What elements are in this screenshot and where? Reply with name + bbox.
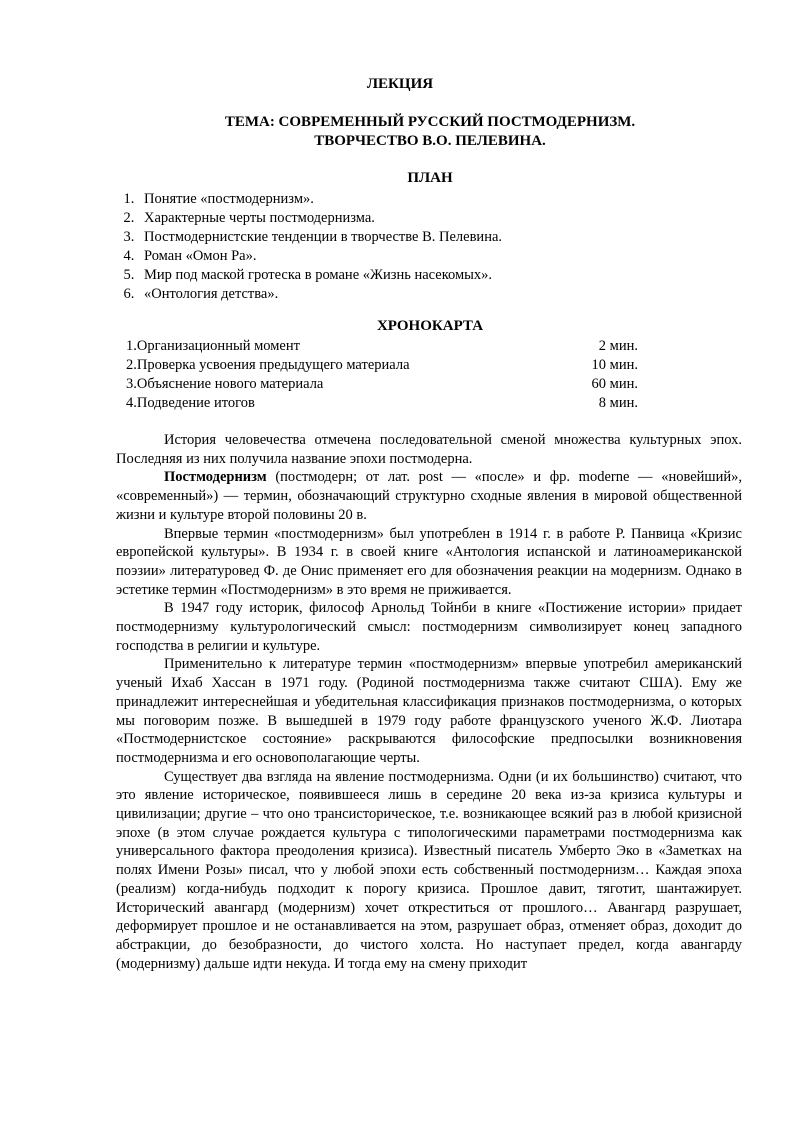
chronocard-label: 3.Объяснение нового материала [126,376,324,392]
chronocard-row [126,394,638,413]
chronocard-time: 60 мин. [591,376,638,392]
body-paragraph: В 1947 году историк, философ Арнольд Тойнби в книге «Постижение истории» придает постмодернизму культурологический смысл: постмодернизм символизирует конец западного господства в религии и культуре. [116,600,742,654]
plan-heading: ПЛАН [407,170,453,186]
chronocard-time: 10 мин. [591,357,638,373]
chronocard-label: 1.Организационный момент [126,338,300,354]
chronocard-time: 8 мин. [598,395,638,411]
chronocard-label: 4.Подведение итогов [126,395,255,411]
topic-line-2: ТВОРЧЕСТВО В.О. ПЕЛЕВИНА. [314,133,546,149]
topic-heading [0,113,800,151]
plan-item: 1. Понятие «постмодернизм». [138,190,502,209]
body-paragraph: Применительно к литературе термин «постмодернизм» впервые употребил американский ученый Ихаб Хассан в 1971 году. (Родиной постмодернизма также считают США). Ему же принадлежит интереснейшая и убедительная классификация признаков постмодернизма, о которых мы поговорим позже. В вышедшей в 1979 году работе французского ученого Ж.Ф. Лиотара «Постмодернистское состояние» раскрываются философские предпосылки возникновения постмодернизма и его основополагающие черты. [116,656,742,766]
chronocard-heading: ХРОНОКАРТА [376,318,484,334]
chronocard-row [126,337,638,356]
body-paragraph [116,468,742,524]
plan-item: 4. Роман «Омон Ра». [138,247,502,266]
topic-line-1: ТЕМА: СОВРЕМЕННЫЙ РУССКИЙ ПОСТМОДЕРНИЗМ. [224,114,636,130]
body-paragraph: Впервые термин «постмодернизм» был употреблен в 1914 г. в работе Р. Панвица «Кризис европейской культуры». В 1934 г. в своей книге «Антология испанской и латиноамериканской поэзии» литературовед Ф. де Онис применяет его для обозначения реакции на модернизм. Однако в эстетике термин «Постмодернизм» в это время не приживается. [116,525,742,598]
plan-list [112,190,502,304]
lecture-body [116,431,742,973]
lecture-heading: ЛЕКЦИЯ [366,76,434,92]
definition-text: (постмодерн; от лат. post — «после» и фр. moderne — «новейший», «современный») — термин, обозначающий структурно сходные явления в мировой общественной жизни и культуре второй половины 20 в. [116,469,742,523]
chronocard-label: 2.Проверка усвоения предыдущего материала [126,357,410,373]
plan-item: 5. Мир под маской гротеска в романе «Жизнь насекомых». [138,266,502,285]
chronocard-table [126,337,638,413]
plan-item: 6. «Онтология детства». [138,285,502,304]
chronocard-row [126,375,638,394]
plan-item: 2. Характерные черты постмодернизма. [138,209,502,228]
plan-item: 3. Постмодернистские тенденции в творчестве В. Пелевина. [138,228,502,247]
body-paragraph: История человечества отмечена последовательной сменой множества культурных эпох. Последняя из них получила название эпохи постмодерна. [116,432,742,467]
term-postmodernism: Постмодернизм [164,469,267,486]
chronocard-row [126,356,638,375]
chronocard-time: 2 мин. [598,338,638,354]
body-paragraph: Существует два взгляда на явление постмодернизма. Одни (и их большинство) считают, что это явление историческое, появившееся лишь в середине 20 века из-за кризиса культуры и цивилизации; другие – что оно трансисторическое, т.е. возникающее всякий раз в любой кризисной эпохе (в этом случае рождается культура с типологическими параметрами постмодернизма как универсального фактора преодоления кризиса). Известный писатель Умберто Эко в «Заметках на полях Имени Розы» писал, что у любой эпохи есть собственный постмодернизм… Каждая эпоха (реализм) когда-нибудь подходит к порогу кризиса. Прошлое давит, тяготит, шантажирует. Исторический авангард (модернизм) хочет откреститься от прошлого… Авангард разрушает, деформирует прошлое и не останавливается на этом, разрушает образ, отменяет образ, доходит до абстракции, до безобразности, до чистого холста. Но наступает предел, когда авангарду (модернизму) дальше идти некуда. И тогда ему на смену приходит [116,768,742,972]
